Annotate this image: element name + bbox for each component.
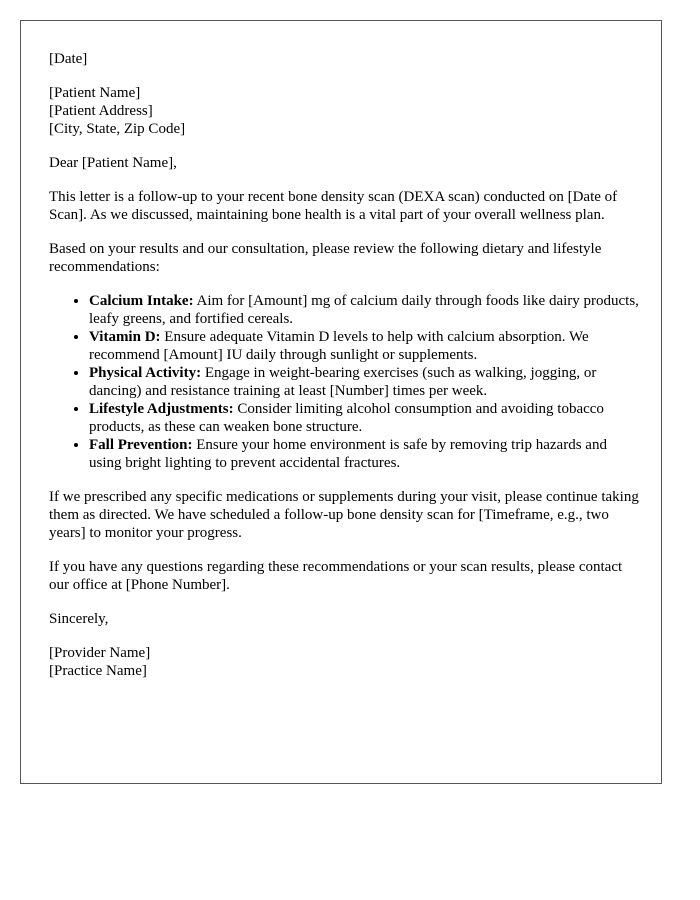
list-item xyxy=(89,328,642,364)
item-title: Lifestyle Adjustments: xyxy=(89,401,234,417)
item-text: Engage in weight-bearing exercises (such as walking, jogging, or dancing) and resistance training at least [Number] times per week. xyxy=(89,365,597,399)
recipient-city: [City, State, Zip Code] xyxy=(49,121,186,137)
list-item xyxy=(89,400,642,436)
signature-block xyxy=(49,644,642,680)
item-text: Ensure your home environment is safe by removing trip hazards and using bright lighting to prevent accidental fractures. xyxy=(89,437,607,471)
recommendations-list xyxy=(49,292,642,472)
item-title: Physical Activity: xyxy=(89,365,202,381)
contact-paragraph: If you have any questions regarding these recommendations or your scan results, please contact our office at [Phone Number]. xyxy=(49,559,623,593)
salutation: Dear [Patient Name], xyxy=(49,155,177,171)
item-text: Ensure adequate Vitamin D levels to help with calcium absorption. We recommend [Amount] IU daily through sunlight or supplements. xyxy=(89,329,589,363)
recipient-block xyxy=(49,84,642,138)
letter xyxy=(20,20,662,784)
item-text: Aim for [Amount] mg of calcium daily through foods like dairy products, leafy greens, and fortified cereals. xyxy=(89,293,639,327)
medications-paragraph: If we prescribed any specific medications or supplements during your visit, please continue taking them as directed. We have scheduled a follow-up bone density scan for [Timeframe, e.g., two years] to monitor your progress. xyxy=(49,489,639,541)
item-text: Consider limiting alcohol consumption and avoiding tobacco products, as these can weaken bone structure. xyxy=(89,401,604,435)
list-item xyxy=(89,364,642,400)
recipient-name: [Patient Name] xyxy=(49,85,141,101)
recipient-address: [Patient Address] xyxy=(49,103,153,119)
intro-paragraph: This letter is a follow-up to your recent bone density scan (DEXA scan) conducted on [Date of Scan]. As we discussed, maintaining bone health is a vital part of your overall wellness plan. xyxy=(49,189,618,223)
lead-in-paragraph: Based on your results and our consultation, please review the following dietary and lifestyle recommendations: xyxy=(49,241,602,275)
provider-name: [Provider Name] xyxy=(49,645,151,661)
item-title: Vitamin D: xyxy=(89,329,161,345)
closing: Sincerely, xyxy=(49,611,109,627)
list-item xyxy=(89,436,642,472)
practice-name: [Practice Name] xyxy=(49,663,147,679)
list-item xyxy=(89,292,642,328)
letter-date: [Date] xyxy=(49,51,88,67)
item-title: Fall Prevention: xyxy=(89,437,193,453)
item-title: Calcium Intake: xyxy=(89,293,194,309)
